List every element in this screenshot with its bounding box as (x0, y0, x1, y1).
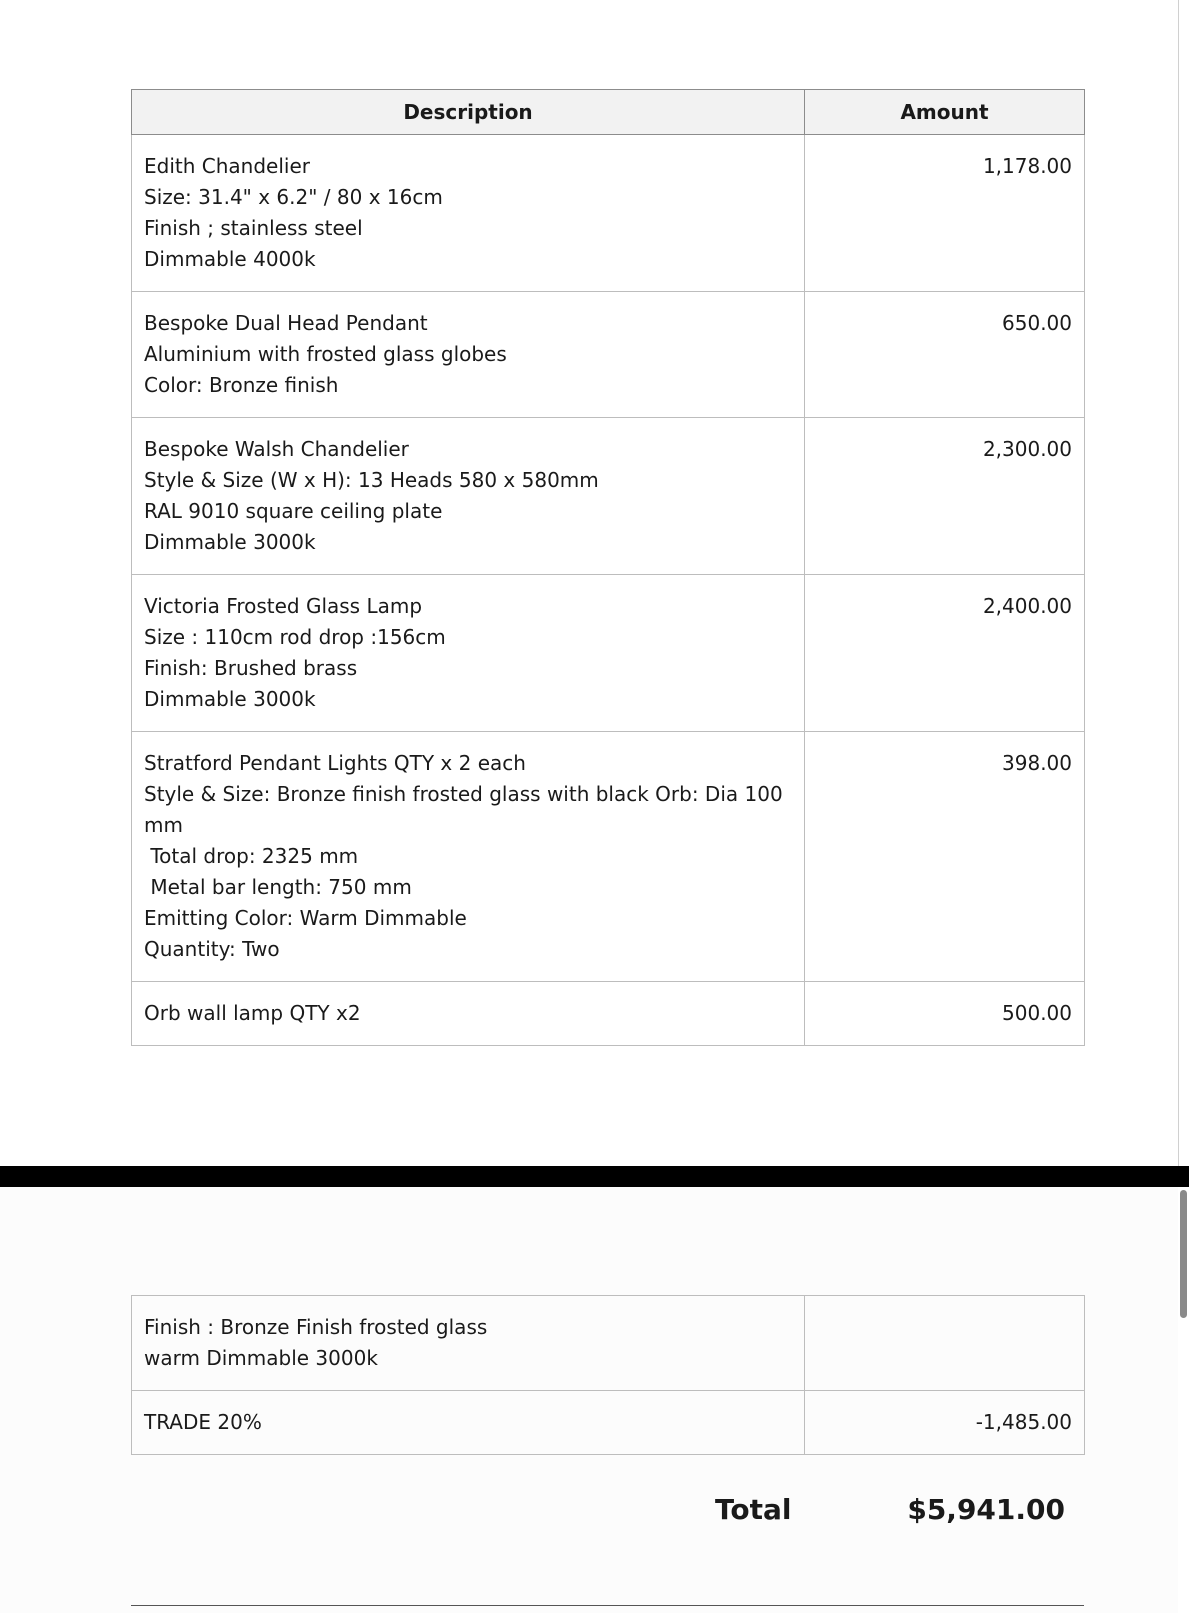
description-line: Style & Size (W x H): 13 Heads 580 x 580mm (144, 468, 599, 492)
item-amount: 398.00 (805, 732, 1085, 982)
page-edge (1178, 0, 1189, 1166)
item-amount: -1,485.00 (805, 1391, 1085, 1455)
total-label: Total (715, 1493, 792, 1526)
footer-divider (131, 1605, 1084, 1606)
line-items-table (131, 89, 1085, 1046)
scrollbar-thumb[interactable] (1180, 1190, 1187, 1318)
table-header-row (132, 90, 1085, 135)
item-description (132, 418, 805, 575)
description-line: Bespoke Dual Head Pendant (144, 311, 428, 335)
item-description (132, 732, 805, 982)
item-description (132, 575, 805, 732)
description-line: Size: 31.4" x 6.2" / 80 x 16cm (144, 185, 443, 209)
description-line: Dimmable 3000k (144, 687, 316, 711)
description-line: Dimmable 3000k (144, 530, 316, 554)
item-description (132, 135, 805, 292)
description-line: Emitting Color: Warm Dimmable (144, 906, 467, 930)
table-row (132, 135, 1085, 292)
description-line: Size : 110cm rod drop :156cm (144, 625, 446, 649)
item-amount: 650.00 (805, 292, 1085, 418)
table-row (132, 732, 1085, 982)
item-description (132, 1296, 805, 1391)
description-line: Aluminium with frosted glass globes (144, 342, 507, 366)
item-amount: 2,400.00 (805, 575, 1085, 732)
description-line: Metal bar length: 750 mm (144, 875, 412, 899)
description-line: warm Dimmable 3000k (144, 1346, 378, 1370)
table-row (132, 575, 1085, 732)
page-break-divider (0, 1166, 1189, 1187)
description-line: Finish: Brushed brass (144, 656, 358, 680)
item-amount: 1,178.00 (805, 135, 1085, 292)
item-amount: 2,300.00 (805, 418, 1085, 575)
item-description (132, 982, 805, 1046)
line-items-table-continued (131, 1295, 1085, 1455)
description-line: Quantity: Two (144, 937, 280, 961)
description-line: Finish ; stainless steel (144, 216, 363, 240)
description-line: Edith Chandelier (144, 154, 310, 178)
description-line: Total drop: 2325 mm (144, 844, 359, 868)
table-row (132, 982, 1085, 1046)
item-description (132, 292, 805, 418)
item-amount (805, 1296, 1085, 1391)
description-line: Victoria Frosted Glass Lamp (144, 594, 423, 618)
total-value: $5,941.00 (907, 1493, 1065, 1526)
description-line: Orb wall lamp QTY x2 (144, 1001, 361, 1025)
item-description (132, 1391, 805, 1455)
description-line: RAL 9010 square ceiling plate (144, 499, 443, 523)
table-row (132, 292, 1085, 418)
table-row (132, 418, 1085, 575)
description-line: Style & Size: Bronze finish frosted glass with black Orb: Dia 100 mm (144, 782, 790, 837)
description-column-header: Description (132, 90, 805, 135)
table-row (132, 1296, 1085, 1391)
description-line: Bespoke Walsh Chandelier (144, 437, 409, 461)
description-line: Finish : Bronze Finish frosted glass (144, 1315, 488, 1339)
description-line: Stratford Pendant Lights QTY x 2 each (144, 751, 526, 775)
table-row (132, 1391, 1085, 1455)
description-line: TRADE 20% (144, 1410, 262, 1434)
description-line: Color: Bronze finish (144, 373, 339, 397)
amount-column-header: Amount (805, 90, 1085, 135)
description-line: Dimmable 4000k (144, 247, 316, 271)
item-amount: 500.00 (805, 982, 1085, 1046)
